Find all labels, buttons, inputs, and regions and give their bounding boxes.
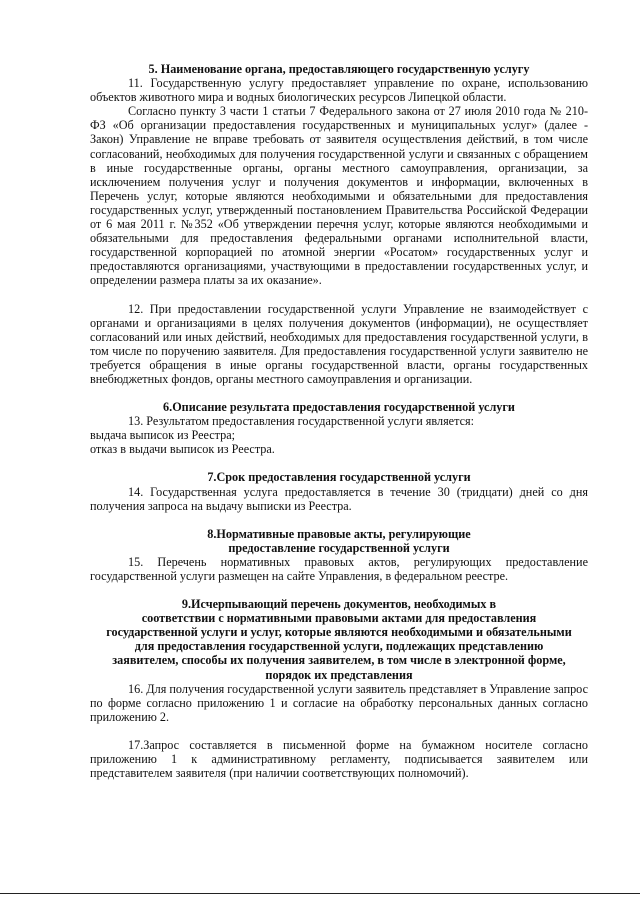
- result-item-issue: выдача выписок из Реестра;: [90, 428, 236, 443]
- section-5-heading: 5. Наименование органа, предоставляющего государственную услугу: [148, 62, 530, 76]
- paragraph-16: 16. Для получения государственной услуги заявитель представляет в Управление запрос по форме согласно приложению 1 и согласие на обработку персональных данных согласно приложению 2.: [90, 681, 588, 724]
- section-6-heading: 6.Описание результата предоставления государственной услуги: [163, 400, 515, 415]
- paragraph-12: 12. При предоставлении государственной услуги Управление не взаимодействует с органами и организациями в целях получения документов (информации), не осуществляет согласований или иных действий, необходимых для предоставления государственной услуги, в том числе по поручению заявителя. Для предоставления государственной услуги заявителю не требуется обращения в иные органы государственной власти, органы государственных внебюджетных фондов, органы местного самоуправления и организации.: [90, 301, 588, 386]
- document-page: [90, 62, 588, 780]
- section-9-heading-line-2: соответствии с нормативными правовыми актами для предоставления: [141, 611, 537, 626]
- section-9-heading-line-6: порядок их представления: [265, 667, 413, 682]
- section-9-heading-line-3: государственной услуги и услуг, которые являются необходимыми и обязательными: [106, 625, 572, 640]
- paragraph-15: 15. Перечень нормативных правовых актов, регулирующих предоставление государственной услуги размещен на сайте Управления, в федеральном реестре.: [90, 554, 588, 583]
- section-8-heading-line-2: предоставление государственной услуги: [228, 540, 450, 555]
- result-item-refusal: отказ в выдачи выписок из Реестра.: [90, 442, 275, 457]
- section-7-heading: 7.Срок предоставления государственной услуги: [207, 470, 471, 485]
- paragraph-11: 11. Государственную услугу предоставляет управление по охране, использованию объектов животного мира и водных биологических ресурсов Липецкой области.: [90, 76, 588, 105]
- paragraph-14: 14. Государственная услуга предоставляется в течение 30 (тридцати) дней со дня получения запроса на выдачу выписки из Реестра.: [90, 484, 588, 513]
- paragraph-11-continued: Согласно пункту 3 части 1 статьи 7 Федерального закона от 27 июля 2010 года № 210-ФЗ «Об организации предоставления государственных и муниципальных услуг» (далее - Закон) Управление не вправе требовать от заявителя осуществления действий, в том числе согласований, необходимых для получения государственной услуги и связанных с обращением в иные государственные органы, органы местного самоуправления, организации, за исключением получения услуг и получения документов и информации, включенных в Перечень услуг, которые являются необходимыми и обязательными для предоставления государственных услуг, утвержденный постановлением Правительства Российской Федерации от 6 мая 2011 г. №352 «Об утверждении перечня услуг, которые являются необходимыми и обязательными для предоставления федеральными органами исполнительной власти, государственной корпорацией по атомной энергии «Росатом» государственных услуг и предоставляются организациями, участвующими в предоставлении государственных услуг, и определении размера платы за их оказание».: [90, 104, 588, 288]
- section-9-heading-line-4: для предоставления государственной услуги, подлежащих представлению: [134, 639, 544, 654]
- paragraph-13: 13. Результатом предоставления государственной услуги является:: [128, 414, 474, 429]
- page-bottom-rule: [0, 893, 640, 894]
- paragraph-17: 17.Запрос составляется в письменной форме на бумажном носителе согласно приложению 1 к административному регламенту, подписывается заявителем или представителем заявителя (при наличии соответствующих полномочий).: [90, 737, 588, 781]
- section-9-heading-line-5: заявителем, способы их получения заявителем, в том числе в электронной форме,: [112, 653, 566, 668]
- section-8-heading-line-1: 8.Нормативные правовые акты, регулирующие: [207, 526, 471, 541]
- section-9-heading-line-1: 9.Исчерпывающий перечень документов, необходимых в: [181, 597, 497, 612]
